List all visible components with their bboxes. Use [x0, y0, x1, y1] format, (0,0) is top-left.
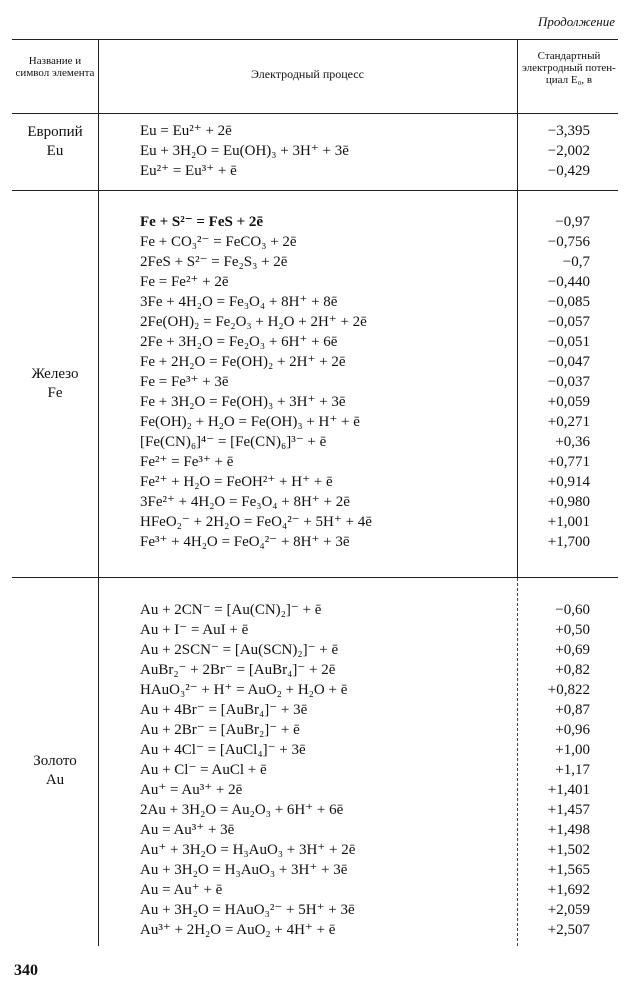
element-symbol: Eu [46, 143, 64, 159]
potential-value: +1,00 [555, 742, 590, 758]
process-row: Fe²⁺ + H₂O = FeOH²⁺ + H⁺ + ē [140, 474, 333, 490]
potential-value: −0,037 [547, 374, 590, 390]
header-divider-2 [517, 39, 518, 114]
process-row: Au⁺ = Au³⁺ + 2ē [140, 782, 243, 798]
element-symbol: Au [45, 772, 65, 788]
potential-value: +0,50 [555, 622, 590, 638]
page-number: 340 [14, 962, 38, 979]
col-divider-au-2 [517, 578, 518, 946]
element-name-iron [12, 365, 98, 403]
potential-value: +0,059 [547, 394, 590, 410]
process-row: AuBr₂⁻ + 2Br⁻ = [AuBr₄]⁻ + 2ē [140, 662, 336, 678]
value-list-gold [520, 600, 620, 940]
col-divider-fe-1 [98, 191, 99, 577]
process-row: Au + 2CN⁻ = [Au(CN)₂]⁻ + ē [140, 602, 322, 618]
potential-value: +0,771 [547, 454, 590, 470]
potential-value: −0,057 [547, 314, 590, 330]
potential-value: +0,87 [555, 702, 590, 718]
col-divider-eu-2 [517, 114, 518, 190]
potential-value: −0,047 [547, 354, 590, 370]
process-row: Fe = Fe³⁺ + 3ē [140, 374, 229, 390]
process-row: Fe + CO₃²⁻ = FeCO₃ + 2ē [140, 234, 297, 250]
process-row: 2FeS + S²⁻ = Fe₂S₃ + 2ē [140, 254, 288, 270]
process-row: Au⁺ + 3H₂O = H₃AuO₃ + 3H⁺ + 2ē [140, 842, 356, 858]
potential-value: +0,980 [547, 494, 590, 510]
process-row: HAuO₃²⁻ + H⁺ = AuO₂ + H₂O + ē [140, 682, 348, 698]
process-row: Au + 4Cl⁻ = [AuCl₄]⁻ + 3ē [140, 742, 306, 758]
header-col-process: Электродный процесс [251, 67, 364, 81]
potential-value: −2,002 [547, 143, 590, 159]
process-row: Eu²⁺ = Eu³⁺ + ē [140, 163, 237, 179]
process-list-europium [140, 121, 510, 181]
potential-value: +2,507 [547, 922, 590, 938]
process-row: Fe + 2H₂O = Fe(OH)₂ + 2H⁺ + 2ē [140, 354, 346, 370]
element-name: Европий [27, 124, 83, 140]
potential-value: +1,692 [547, 882, 590, 898]
process-row: HFeO₂⁻ + 2H₂O = FeO₄²⁻ + 5H⁺ + 4ē [140, 514, 372, 530]
potential-value: +0,271 [547, 414, 590, 430]
process-row: Eu = Eu²⁺ + 2ē [140, 123, 232, 139]
potential-value: −0,756 [547, 234, 590, 250]
potential-value: +1,565 [547, 862, 590, 878]
process-row: [Fe(CN)₆]⁴⁻ = [Fe(CN)₆]³⁻ + ē [140, 434, 327, 450]
header-bottom-rule [12, 113, 618, 114]
potential-value: +0,96 [555, 722, 590, 738]
process-row: Au + I⁻ = AuI + ē [140, 622, 249, 638]
potential-value: −0,7 [562, 254, 590, 270]
potential-value: +1,457 [547, 802, 590, 818]
section-rule-2 [12, 577, 618, 578]
potential-value: +0,914 [547, 474, 590, 490]
potential-value: +1,502 [547, 842, 590, 858]
process-row: Au + 2SCN⁻ = [Au(SCN)₂]⁻ + ē [140, 642, 339, 658]
process-list-iron [140, 212, 510, 552]
potential-value: +0,822 [547, 682, 590, 698]
process-row: Au = Au⁺ + ē [140, 882, 223, 898]
header-col-potential: Стандартный электродный потен-циал E₀, в [522, 50, 616, 86]
value-list-europium [520, 121, 620, 181]
element-name-europium [12, 123, 98, 161]
process-row: Au + Cl⁻ = AuCl + ē [140, 762, 267, 778]
process-row: Fe + 3H₂O = Fe(OH)₃ + 3H⁺ + 3ē [140, 394, 346, 410]
process-row: Au³⁺ + 2H₂O = AuO₂ + 4H⁺ + ē [140, 922, 336, 938]
process-row: Au = Au³⁺ + 3ē [140, 822, 235, 838]
table-top-rule [12, 39, 618, 40]
potential-value: +0,36 [555, 434, 590, 450]
process-list-gold [140, 600, 510, 940]
process-row: 2Fe + 3H₂O = Fe₂O₃ + 6H⁺ + 6ē [140, 334, 338, 350]
potential-value: −0,60 [555, 602, 590, 618]
col-divider-fe-2 [517, 191, 518, 577]
process-row: Au + 2Br⁻ = [AuBr₂]⁻ + ē [140, 722, 300, 738]
header-col-name: Название и символ элемента [15, 55, 95, 79]
potential-value: +0,82 [555, 662, 590, 678]
process-row: Fe + S²⁻ = FeS + 2ē [140, 214, 264, 230]
continuation-label: Продолжение [537, 14, 615, 29]
potential-value: +0,69 [555, 642, 590, 658]
potential-value: +2,059 [547, 902, 590, 918]
process-row: 3Fe²⁺ + 4H₂O = Fe₃O₄ + 8H⁺ + 2ē [140, 494, 350, 510]
potential-value: +1,17 [555, 762, 590, 778]
process-row: Fe = Fe²⁺ + 2ē [140, 274, 229, 290]
potential-value: +1,401 [547, 782, 590, 798]
element-symbol: Fe [47, 385, 63, 401]
process-row: Au + 3H₂O = H₃AuO₃ + 3H⁺ + 3ē [140, 862, 348, 878]
header-divider-1 [98, 39, 99, 114]
potential-value: −0,051 [547, 334, 590, 350]
process-row: Au + 3H₂O = HAuO₃²⁻ + 5H⁺ + 3ē [140, 902, 355, 918]
potential-value: +1,700 [547, 534, 590, 550]
col-divider-au-1 [98, 578, 99, 946]
process-row: Au + 4Br⁻ = [AuBr₄]⁻ + 3ē [140, 702, 308, 718]
process-row: Fe(OH)₂ + H₂O = Fe(OH)₃ + H⁺ + ē [140, 414, 360, 430]
potential-value: −3,395 [547, 123, 590, 139]
process-row: 2Au + 3H₂O = Au₂O₃ + 6H⁺ + 6ē [140, 802, 344, 818]
potential-value: −0,97 [555, 214, 590, 230]
process-row: Fe³⁺ + 4H₂O = FeO₄²⁻ + 8H⁺ + 3ē [140, 534, 350, 550]
element-name: Золото [33, 753, 77, 769]
potential-value: −0,440 [547, 274, 590, 290]
element-name: Железо [31, 366, 79, 382]
process-row: 3Fe + 4H₂O = Fe₃O₄ + 8H⁺ + 8ē [140, 294, 338, 310]
section-rule-1 [12, 190, 618, 191]
potential-value: +1,498 [547, 822, 590, 838]
process-row: 2Fe(OH)₂ = Fe₂O₃ + H₂O + 2H⁺ + 2ē [140, 314, 367, 330]
potential-value: −0,429 [547, 163, 590, 179]
potential-value: +1,001 [547, 514, 590, 530]
process-row: Eu + 3H₂O = Eu(OH)₃ + 3H⁺ + 3ē [140, 143, 349, 159]
potential-value: −0,085 [547, 294, 590, 310]
value-list-iron [520, 212, 620, 552]
process-row: Fe²⁺ = Fe³⁺ + ē [140, 454, 234, 470]
col-divider-eu-1 [98, 114, 99, 190]
element-name-gold [12, 752, 98, 790]
